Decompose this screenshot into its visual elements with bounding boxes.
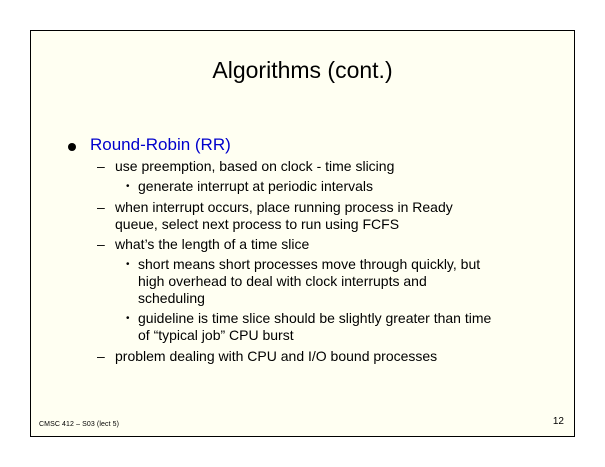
point-text: what’s the length of a time slice xyxy=(115,236,310,252)
dash-icon: – xyxy=(97,348,105,364)
point-text: when interrupt occurs, place running process in Ready xyxy=(115,199,453,215)
slide-frame xyxy=(30,30,575,437)
page-number: 12 xyxy=(552,416,564,427)
point-text-cont: queue, select next process to run using FCFS xyxy=(115,216,400,232)
dash-icon: – xyxy=(97,158,105,174)
sub-bullet-icon: • xyxy=(126,181,130,192)
dash-icon: – xyxy=(97,236,105,252)
sub-point-text: guideline is time slice should be slightly greater than time xyxy=(138,310,492,326)
sub-point-text-cont: high overhead to deal with clock interrupts and xyxy=(138,273,427,289)
point-text: problem dealing with CPU and I/O bound processes xyxy=(115,348,438,364)
topic-heading: Round-Robin (RR) xyxy=(90,135,231,154)
slide-footer: CMSC 412 – S03 (lect 5) xyxy=(39,421,120,428)
sub-point-text: short means short processes move through quickly, but xyxy=(138,256,481,272)
point-text: use preemption, based on clock - time slicing xyxy=(115,158,395,174)
sub-point-text-cont: of “typical job” CPU burst xyxy=(138,327,294,343)
sub-bullet-icon: • xyxy=(126,259,130,270)
dash-icon: – xyxy=(97,199,105,215)
sub-point-text-cont: scheduling xyxy=(138,290,205,306)
slide-title: Algorithms (cont.) xyxy=(212,57,393,83)
bullet-dot-icon xyxy=(68,143,76,151)
sub-point-text: generate interrupt at periodic intervals xyxy=(138,178,374,194)
sub-bullet-icon: • xyxy=(126,313,130,324)
